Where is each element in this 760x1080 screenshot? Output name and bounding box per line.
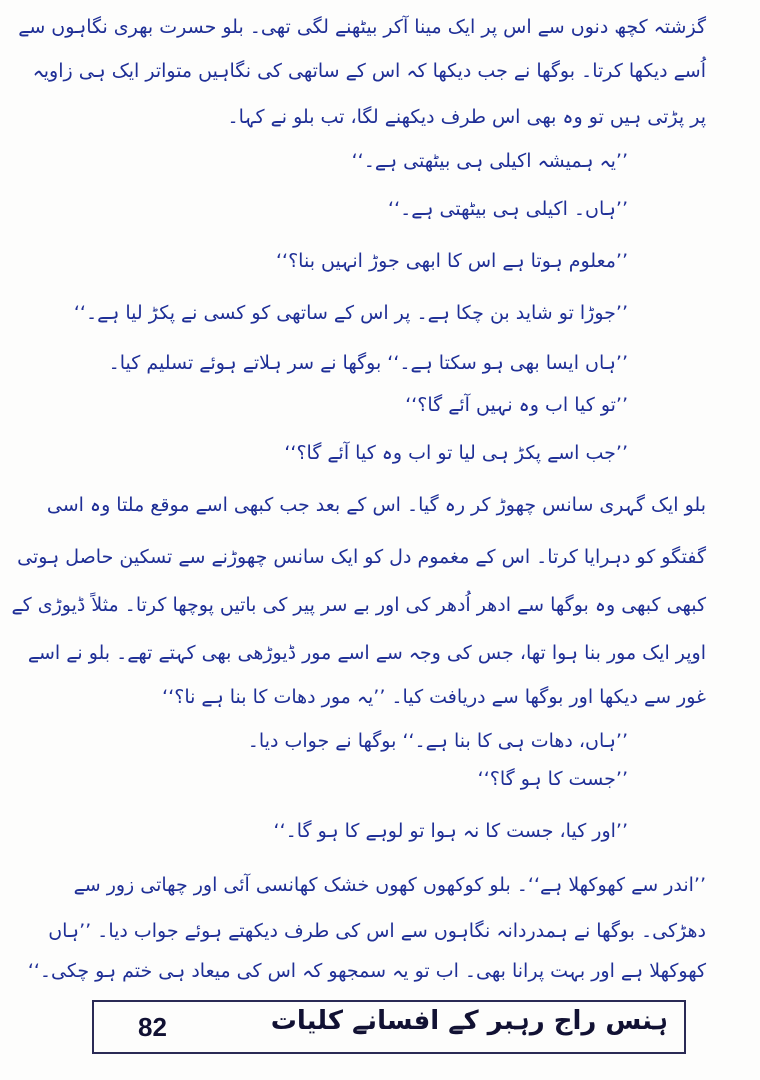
book-title: ہنس راج رہبر کے افسانے کلیات bbox=[270, 1006, 668, 1036]
dialogue-line: ’’تو کیا اب وہ نہیں آئے گا؟‘‘ bbox=[405, 394, 628, 416]
dialogue-line: ’’اور کیا، جست کا نہ ہوا تو لوہے کا ہو گا۔‘‘ bbox=[273, 820, 628, 842]
dialogue-line: ’’ہاں۔ اکیلی ہی بیٹھتی ہے۔‘‘ bbox=[388, 198, 628, 220]
paragraph-line: اوپر ایک مور بنا ہوا تھا، جس کی وجہ سے اسے مور ڈیوڑھی بھی کہتے تھے۔ بلو نے اسے bbox=[27, 642, 706, 664]
dialogue-line: ’’ہاں، دھات ہی کا بنا ہے۔‘‘ بوگھا نے جواب دیا۔ bbox=[247, 730, 628, 752]
dialogue-line: ’’جست کا ہو گا؟‘‘ bbox=[477, 768, 628, 790]
paragraph-line: گفتگو کو دہرایا کرتا۔ اس کے مغموم دل کو ایک سانس چھوڑنے سے تسکین حاصل ہوتی bbox=[17, 546, 706, 568]
paragraph-line: دھڑکی۔ بوگھا نے ہمدردانہ نگاہوں سے اس کی طرف دیکھتے ہوئے جواب دیا۔ ’’ہاں bbox=[48, 920, 706, 942]
dialogue-line: ’’یہ ہمیشہ اکیلی ہی بیٹھتی ہے۔‘‘ bbox=[351, 150, 628, 172]
paragraph-line: کبھی کبھی وہ بوگھا سے ادھر اُدھر کی اور بے سر پیر کی باتیں پوچھا کرتا۔ مثلاً ڈیوڑی کے bbox=[11, 594, 706, 616]
dialogue-line: ’’ہاں ایسا بھی ہو سکتا ہے۔‘‘ بوگھا نے سر ہلاتے ہوئے تسلیم کیا۔ bbox=[108, 352, 628, 374]
dialogue-line: ’’جب اسے پکڑ ہی لیا تو اب وہ کیا آئے گا؟‘‘ bbox=[284, 442, 628, 464]
paragraph-line: اُسے دیکھا کرتا۔ بوگھا نے جب دیکھا کہ اس کے ساتھی کی نگاہیں متواتر ایک ہی زاویہ bbox=[32, 60, 706, 82]
paragraph-line: بلو ایک گہری سانس چھوڑ کر رہ گیا۔ اس کے بعد جب کبھی اسے موقع ملتا وہ اسی bbox=[46, 494, 706, 516]
paragraph-line: ’’اندر سے کھوکھلا ہے‘‘۔ بلو کوکھوں کھوں خشک کھانسی آئی اور چھاتی زور سے bbox=[73, 874, 706, 896]
page-number: 82 bbox=[138, 1012, 167, 1042]
dialogue-line: ’’جوڑا تو شاید بن چکا ہے۔ پر اس کے ساتھی کو کسی نے پکڑ لیا ہے۔‘‘ bbox=[73, 302, 628, 324]
paragraph-line: گزشتہ کچھ دنوں سے اس پر ایک مینا آکر بیٹھنے لگی تھی۔ بلو حسرت بھری نگاہوں سے bbox=[18, 16, 706, 38]
paragraph-line: کھوکھلا ہے اور بہت پرانا بھی۔ اب تو یہ سمجھو کہ اس کی میعاد ہی ختم ہو چکی۔‘‘ bbox=[27, 960, 706, 982]
dialogue-line: ’’معلوم ہوتا ہے اس کا ابھی جوڑ انہیں بنا؟‘‘ bbox=[276, 250, 628, 272]
paragraph-line: پر پڑتی ہیں تو وہ بھی اس طرف دیکھنے لگا، تب بلو نے کہا۔ bbox=[227, 106, 706, 128]
paragraph-line: غور سے دیکھا اور بوگھا سے دریافت کیا۔ ’’یہ مور دھات کا بنا ہے نا؟‘‘ bbox=[162, 686, 706, 708]
